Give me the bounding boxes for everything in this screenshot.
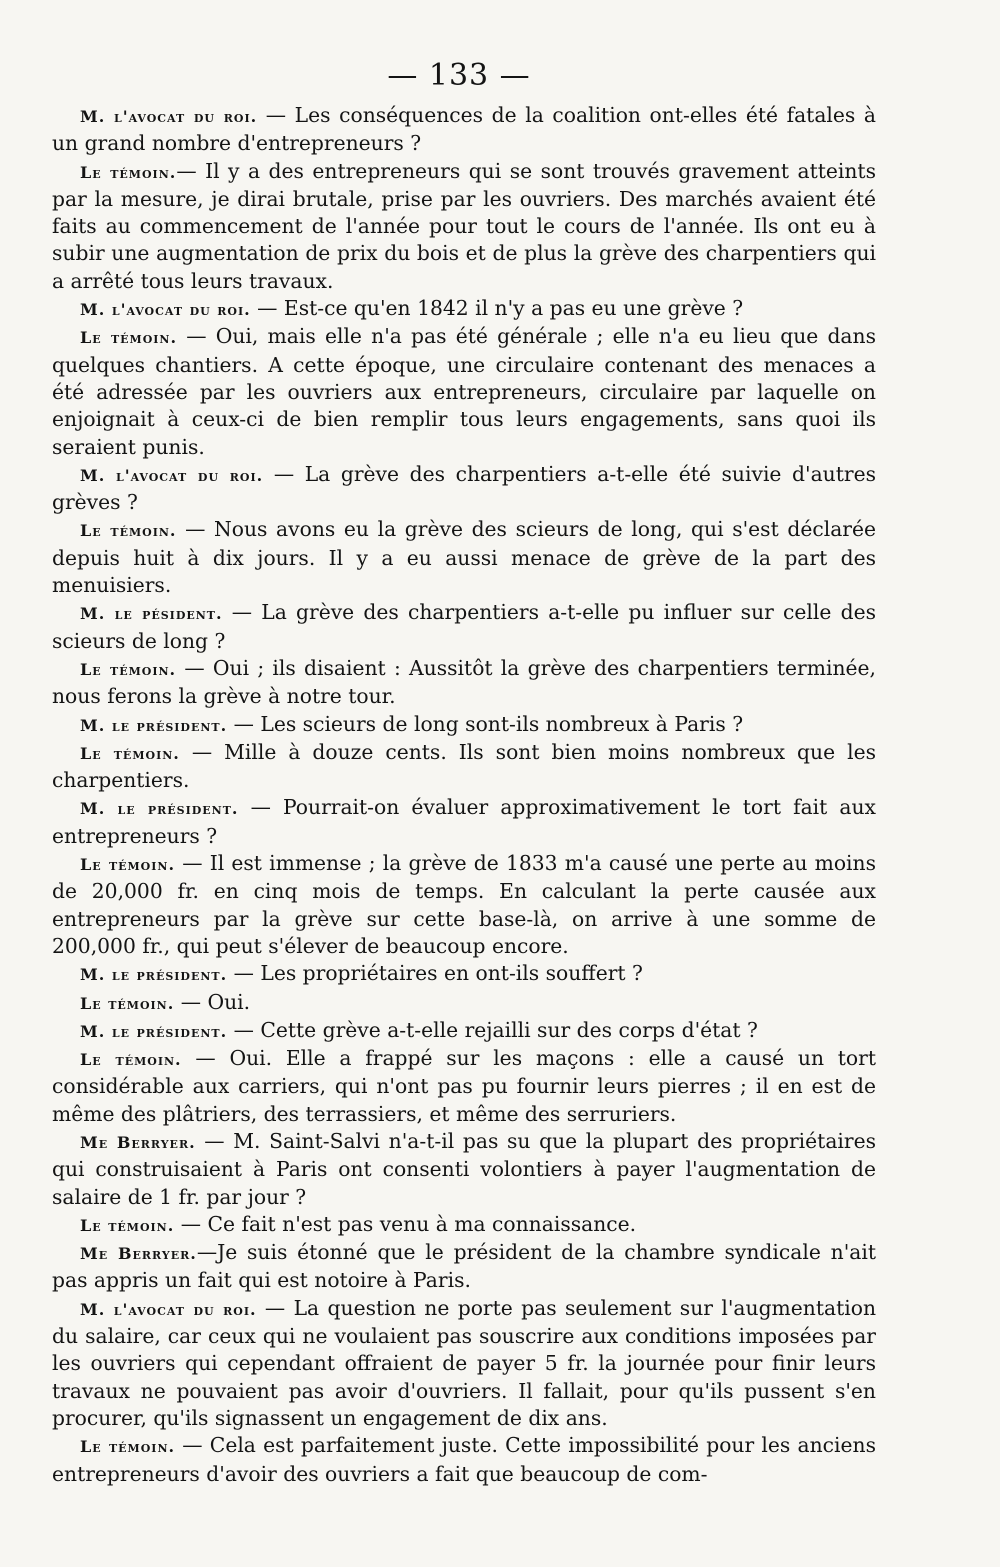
paragraph-text: — Il est immense ; la grève de 1833 m'a causé une perte au moins de 20,000 fr. en cinq mois de temps. En calculant la perte causée aux entrepreneurs par la grève sur cette base-là, on arrive à une somme de 200,000 fr., qui peut s'élever de beaucoup encore. (52, 851, 876, 958)
speaker-label: Le témoin. (80, 328, 178, 348)
paragraph (52, 158, 876, 295)
paragraph-text: — Cette grève a-t-elle rejailli sur des corps d'état ? (227, 1017, 758, 1042)
paragraph-text: — Est-ce qu'en 1842 il n'y a pas eu une grève ? (250, 296, 744, 321)
speaker-label: M. le président. (80, 1021, 228, 1041)
paragraph (52, 323, 876, 460)
paragraph (52, 655, 876, 711)
paragraph (52, 599, 876, 655)
paragraph (52, 461, 876, 517)
speaker-label: Me Berryer. (80, 1244, 197, 1264)
speaker-label: Le témoin. (80, 743, 180, 763)
page-number: — 133 — (387, 58, 531, 93)
paragraph-text: — Les propriétaires en ont-ils souffert ? (227, 961, 643, 986)
speaker-label: Le témoin. (80, 659, 177, 679)
speaker-label: M. l'avocat du roi. (80, 107, 258, 126)
speaker-label: M. le pésident. (80, 604, 223, 624)
paragraph (52, 711, 876, 739)
paragraph (52, 1432, 876, 1488)
paragraph-text: — Les scieurs de long sont-ils nombreux à Paris ? (227, 711, 744, 736)
paragraph-text: — La grève des charpentiers a-t-elle été suivie d'autres grèves ? (52, 461, 877, 515)
speaker-label: M. le président. (80, 715, 228, 735)
paragraph (52, 295, 876, 323)
paragraph-text: — La question ne porte pas seulement sur l'augmentation du salaire, car ceux qui ne voulaient pas souscrire aux conditions imposées par les ouvriers qui cependant offraient de payer 5 fr. la journée pour finir leurs travaux ne pouvaient pas avoir d'ouvriers. Il fallait, pour qu'ils pussent s'en procurer, qu'ils signassent un engagement de dix ans. (52, 1295, 877, 1430)
paragraph-text: — M. Saint-Salvi n'a-t-il pas su que la plupart des propriétaires qui construisaient à Paris ont consenti volontiers à payer l'augmentation de salaire de 1 fr. par jour ? (52, 1128, 877, 1209)
paragraph (52, 960, 876, 988)
speaker-label: M. le président. (80, 799, 239, 819)
speaker-label: Me Berryer. (80, 1132, 196, 1152)
paragraph-text: — Oui. Elle a frappé sur les maçons : elle a causé un tort considérable aux carriers, qui n'ont pas pu fournir leurs pierres ; il en est de même des plâtriers, des terrassiers, et même des serruriers. (52, 1046, 876, 1126)
paragraph-text: — Oui. (174, 989, 251, 1014)
speaker-label: Le témoin. (80, 1437, 176, 1457)
paragraph-text: — Oui, mais elle n'a pas été générale ; elle n'a eu lieu que dans quelques chantiers. A cette époque, une circulaire contenant des menaces a été adressée par les ouvriers aux entrepreneurs, circulaire par laquelle on enjoignait à ceux-ci de bien remplir tous leurs engagements, sans quoi ils seraient punis. (52, 324, 876, 459)
speaker-label: Le témoin. (80, 993, 175, 1013)
speaker-label: M. l'avocat du roi. (80, 300, 251, 320)
speaker-label: Le témoin. (80, 855, 176, 875)
paragraph (52, 739, 876, 795)
paragraph-text: — Oui ; ils disaient : Aussitôt la grève des charpentiers terminée, nous ferons la grève à notre tour. (52, 655, 876, 709)
paragraph (52, 1045, 876, 1128)
paragraph (52, 1211, 876, 1239)
paragraph (52, 516, 876, 599)
paragraph-text: — Les conséquences de la coalition ont-elles été fatales à un grand nombre d'entrepreneurs ? (52, 103, 876, 156)
speaker-label: M. l'avocat du roi. (80, 1299, 257, 1319)
speaker-label: M. le président. (80, 965, 228, 985)
paragraph-text: — Ce fait n'est pas venu à ma connaissance. (174, 1211, 637, 1236)
paragraph-text: — Mille à douze cents. Ils sont bien moins nombreux que les charpentiers. (52, 739, 876, 793)
paragraph (52, 102, 876, 158)
paragraph-text: — La grève des charpentiers a-t-elle pu influer sur celle des scieurs de long ? (52, 600, 876, 653)
speaker-label: Le témoin. (80, 162, 177, 182)
paragraph (52, 1017, 876, 1045)
paragraph-text: — Nous avons eu la grève des scieurs de long, qui s'est déclarée depuis huit à dix jours. Il y a eu aussi menace de grève de la part des menuisiers. (52, 517, 876, 598)
speaker-label: M. l'avocat du roi. (80, 465, 264, 485)
speaker-label: Le témoin. (80, 1050, 182, 1070)
paragraph-text: — Pourrait-on évaluer approximativement le tort fait aux entrepreneurs ? (52, 795, 876, 848)
paragraph (52, 1128, 876, 1211)
paragraph-text: — Il y a des entrepreneurs qui se sont trouvés gravement atteints par la mesure, je dirai brutale, prise par les ouvriers. Des marchés avaient été faits au commencement de l'année pour tout le cours de l'année. Ils ont eu à subir une augmentation de prix du bois et de plus la grève des charpentiers qui a arrêté tous leurs travaux. (52, 158, 876, 293)
paragraph-text: — Cela est parfaitement juste. Cette impossibilité pour les anciens entrepreneurs d'avoir des ouvriers a fait que beaucoup de com- (52, 1433, 876, 1486)
paragraph (52, 1239, 876, 1295)
paragraph (52, 989, 876, 1017)
speaker-label: Le témoin. (80, 1215, 175, 1235)
paragraph (52, 1295, 876, 1432)
speaker-label: Le témoin. (80, 521, 177, 541)
paragraph-text: —Je suis étonné que le président de la chambre syndicale n'ait pas appris un fait qui est notoire à Paris. (52, 1240, 876, 1293)
paragraph (52, 794, 876, 850)
paragraph (52, 850, 876, 960)
